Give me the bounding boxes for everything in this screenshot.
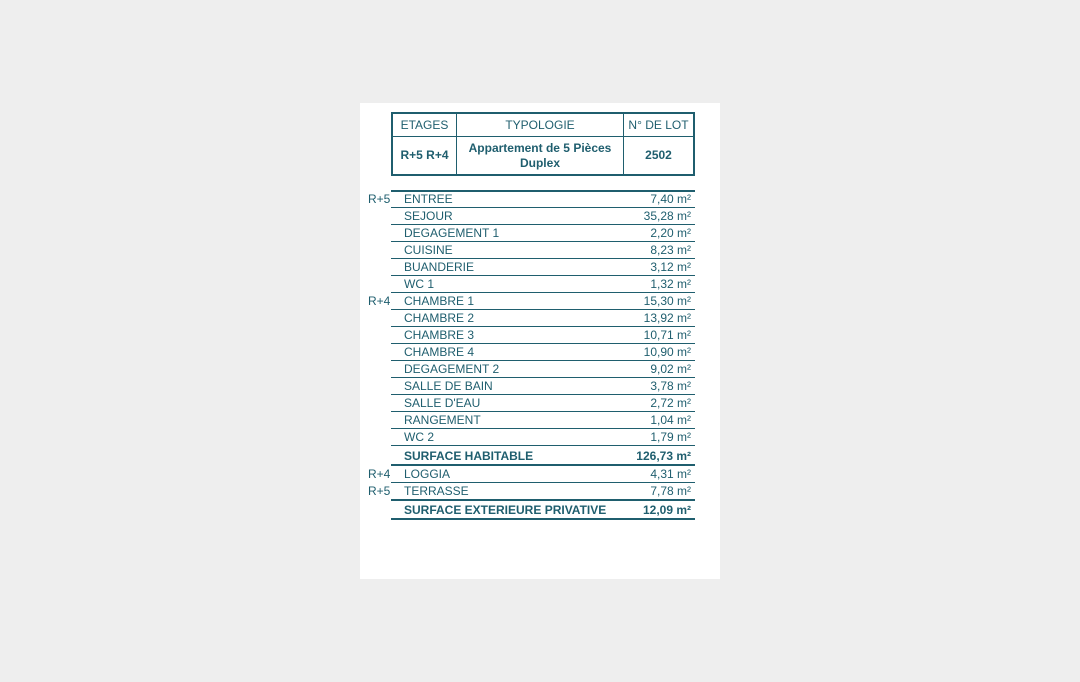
room-area: 3,12 m² — [650, 260, 691, 274]
room-row — [360, 395, 720, 412]
room-name: CHAMBRE 4 — [404, 345, 475, 359]
room-row — [360, 242, 720, 259]
room-name: ENTREE — [404, 192, 453, 206]
room-row — [360, 378, 720, 395]
col-etages-header: ETAGES — [393, 114, 457, 136]
exterior-area: 7,78 m² — [650, 484, 691, 498]
typologie-line2: Duplex — [519, 155, 560, 170]
exterior-area: 4,31 m² — [650, 467, 691, 481]
room-name: SEJOUR — [404, 209, 453, 223]
room-name: CUISINE — [404, 243, 453, 257]
room-area: 2,72 m² — [650, 396, 691, 410]
value-row — [393, 137, 693, 174]
surface-habitable-area: 126,73 m² — [636, 449, 691, 463]
typologie-value — [457, 137, 624, 174]
exterior-name: LOGGIA — [404, 467, 451, 481]
exterior-name: TERRASSE — [404, 484, 469, 498]
room-row — [360, 412, 720, 429]
room-area: 15,30 m² — [643, 294, 691, 308]
room-area: 2,20 m² — [650, 226, 691, 240]
surface-habitable-label: SURFACE HABITABLE — [404, 449, 534, 463]
lot-number-value: 2502 — [645, 148, 672, 162]
room-name: BUANDERIE — [404, 260, 475, 274]
col-lot-header: N° DE LOT — [628, 118, 689, 132]
room-name: CHAMBRE 1 — [404, 294, 475, 308]
room-name: SALLE DE BAIN — [404, 379, 493, 393]
lot-header-table — [391, 112, 695, 176]
exterior-level: R+5 — [368, 484, 391, 498]
surface-list — [360, 191, 720, 520]
room-area: 35,28 m² — [643, 209, 691, 223]
room-area: 1,04 m² — [650, 413, 691, 427]
room-area: 13,92 m² — [643, 311, 691, 325]
room-row — [360, 310, 720, 327]
etages-value: R+5 R+4 — [393, 137, 457, 174]
room-area: 10,71 m² — [643, 328, 691, 342]
surface-exterieure-row — [360, 500, 720, 520]
room-name: SALLE D'EAU — [404, 396, 481, 410]
room-row — [360, 259, 720, 276]
room-area: 3,78 m² — [650, 379, 691, 393]
room-name: WC 1 — [404, 277, 434, 291]
exterior-row — [360, 466, 720, 483]
surface-exterieure-area: 12,09 m² — [642, 503, 691, 517]
exterior-row — [360, 483, 720, 500]
room-area: 8,23 m² — [650, 243, 691, 257]
room-area: 9,02 m² — [650, 362, 691, 376]
room-row — [360, 344, 720, 361]
room-area: 7,40 m² — [650, 192, 691, 206]
col-typologie-header: TYPOLOGIE — [457, 114, 624, 136]
room-row — [360, 208, 720, 225]
room-name: DEGAGEMENT 2 — [404, 362, 500, 376]
room-level: R+5 — [368, 192, 391, 206]
room-row — [360, 225, 720, 242]
room-name: WC 2 — [404, 430, 434, 444]
room-area: 1,79 m² — [650, 430, 691, 444]
room-row — [360, 276, 720, 293]
document-page — [360, 103, 720, 579]
exterior-level: R+4 — [368, 467, 391, 481]
room-area: 10,90 m² — [643, 345, 691, 359]
room-row — [360, 293, 720, 310]
room-row — [360, 361, 720, 378]
room-row — [360, 429, 720, 446]
room-name: CHAMBRE 3 — [404, 328, 475, 342]
room-row — [360, 327, 720, 344]
room-name: RANGEMENT — [404, 413, 481, 427]
typologie-line1: Appartement de 5 Pièces — [468, 140, 612, 155]
room-row — [360, 191, 720, 208]
room-name: DEGAGEMENT 1 — [404, 226, 500, 240]
room-name: CHAMBRE 2 — [404, 311, 475, 325]
surface-exterieure-label: SURFACE EXTERIEURE PRIVATIVE — [404, 503, 607, 517]
header-row — [393, 114, 693, 137]
surface-habitable-row — [360, 446, 720, 466]
room-area: 1,32 m² — [650, 277, 691, 291]
room-level: R+4 — [368, 294, 391, 308]
